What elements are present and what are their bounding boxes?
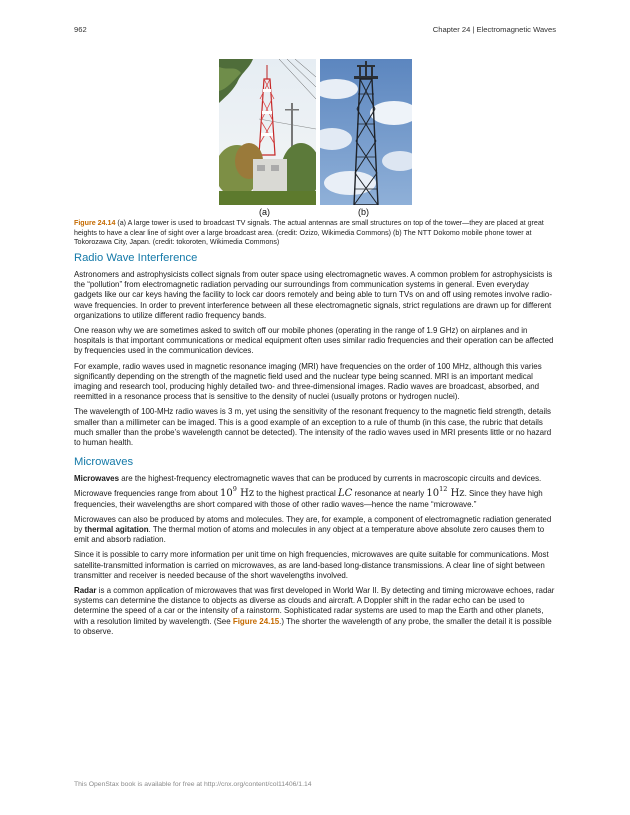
photo-mobile-phone-tower (320, 59, 412, 205)
figure-caption (74, 219, 556, 248)
key-term: Microwaves (74, 474, 120, 484)
math-lc: LC (337, 488, 353, 500)
figure-photos (219, 59, 412, 205)
page-number: 962 (74, 25, 87, 34)
photo-broadcast-tower (219, 59, 316, 205)
figure-label-b: (b) (358, 207, 369, 217)
math-frequency-high: $10^{12}$ Hz (426, 485, 465, 500)
section-heading-microwaves: Microwaves (74, 456, 134, 469)
paragraph: Microwaves can also be produced by atoms and molecules. They are, for example, a component of electromagnetic radiation generated by thermal agitation. The thermal motion of atoms and molecules in any object at a temperature above absolute zero causes them to emit and absorb radiation. (74, 514, 552, 545)
paragraph: For example, radio waves used in magnetic resonance imaging (MRI) have frequencies on the order of 100 MHz, although this varies significantly depending on the strength of the magnetic field used and the nuclear type being scanned. MRI is an important medical imaging and research tool, producing highly detailed two- and three-dimensional images. Radio waves are broadcast, absorbed, and reemitted in a resonance process that is sensitive to the density of nuclei (usually protons or hydrogen nuclei). (74, 361, 542, 402)
main-content (74, 252, 556, 642)
paragraph: Since it is possible to carry more information per unit time on high frequencies, microwaves are quite suitable for communications. Most satellite-transmitted information is carried on microwaves, as are land-based long-distance transmissions. A clear line of sight between transmitter and receiver is needed because of the short wavelengths involved. (74, 550, 549, 580)
figure-caption-label: Figure 24.14 (74, 219, 116, 227)
key-term: thermal agitation (84, 525, 149, 535)
section-heading-radio-wave-interference: Radio Wave Interference (74, 252, 198, 264)
key-term: Radar (74, 586, 97, 596)
paragraph: Astronomers and astrophysicists collect signals from outer space using electromagnetic waves. A common problem for astrophysicists is the “pollution” from electromagnetic radiation pervading our surroundings from communication systems in general. Even everyday gadgets like our car keys having the facility to lock car doors remotely and being able to turn TVs on and off using remotes involve radio-wave frequencies. In order to prevent interference between all these electromagnetic signals, strict regulations are drawn up for different organizations to utilize different radio frequency bands. (74, 270, 553, 320)
figure-link[interactable]: Figure 24.15 (232, 616, 280, 626)
paragraph: Microwaves are the highest-frequency electromagnetic waves that can be produced by currents in macroscopic circuits and devices. Microwave frequencies range from about $10^9$ Hz to the highest practical LC resonance at nearly $10^{12}$ Hz. Since they have high frequencies, their wavelengths are short compared with those of other radio waves—hence the name “microwave.” (74, 474, 543, 509)
chapter-title: Chapter 24 | Electromagnetic Waves (432, 25, 556, 34)
math-frequency-low: $10^9$ Hz (220, 485, 255, 500)
paragraph: Radar is a common application of microwaves that was first developed in World War II. By detecting and timing microwave echoes, radar systems can determine the distance to objects as diverse as clouds and aircraft. A Doppler shift in the radar echo can be used to determine the speed of a car or the intensity of a rainstorm. Sophisticated radar systems are used to map the Earth and other planets, with a resolution limited by wavelength. (See Figure 24.15.) The shorter the wavelength of any probe, the smaller the detail it is possible to observe. (74, 586, 555, 636)
paragraph: One reason why we are sometimes asked to switch off our mobile phones (operating in the range of 1.9 GHz) on airplanes and in hospitals is that important communications or medical equipment often uses similar radio frequencies and their operation can be affected by frequencies used in the communication devices. (74, 326, 554, 356)
footer-note: This OpenStax book is available for free at http://cnx.org/content/col11406/1.14 (74, 781, 312, 788)
figure-caption-text: (a) A large tower is used to broadcast TV signals. The actual antennas are small structures on top of the tower—they are placed at great heights to have a clear line of sight over a large broadcast area. (credit: Ozizo, Wikimedia Commons) (b) The NTT Dokomo mobile phone tower at Tokorozawa City, Japan. (credit: tokoroten, Wikimedia Commons) (74, 219, 544, 247)
figure-label-a: (a) (259, 207, 270, 217)
paragraph: The wavelength of 100-MHz radio waves is 3 m, yet using the sensitivity of the resonant frequency to the magnetic field strength, details smaller than a millimeter can be imaged. This is a good example of an exception to a rule of thumb (in this case, the rubric that details much smaller than the probe’s wavelength cannot be detected). The intensity of the radio waves used in MRI presents little or no hazard to human health. (74, 407, 552, 448)
